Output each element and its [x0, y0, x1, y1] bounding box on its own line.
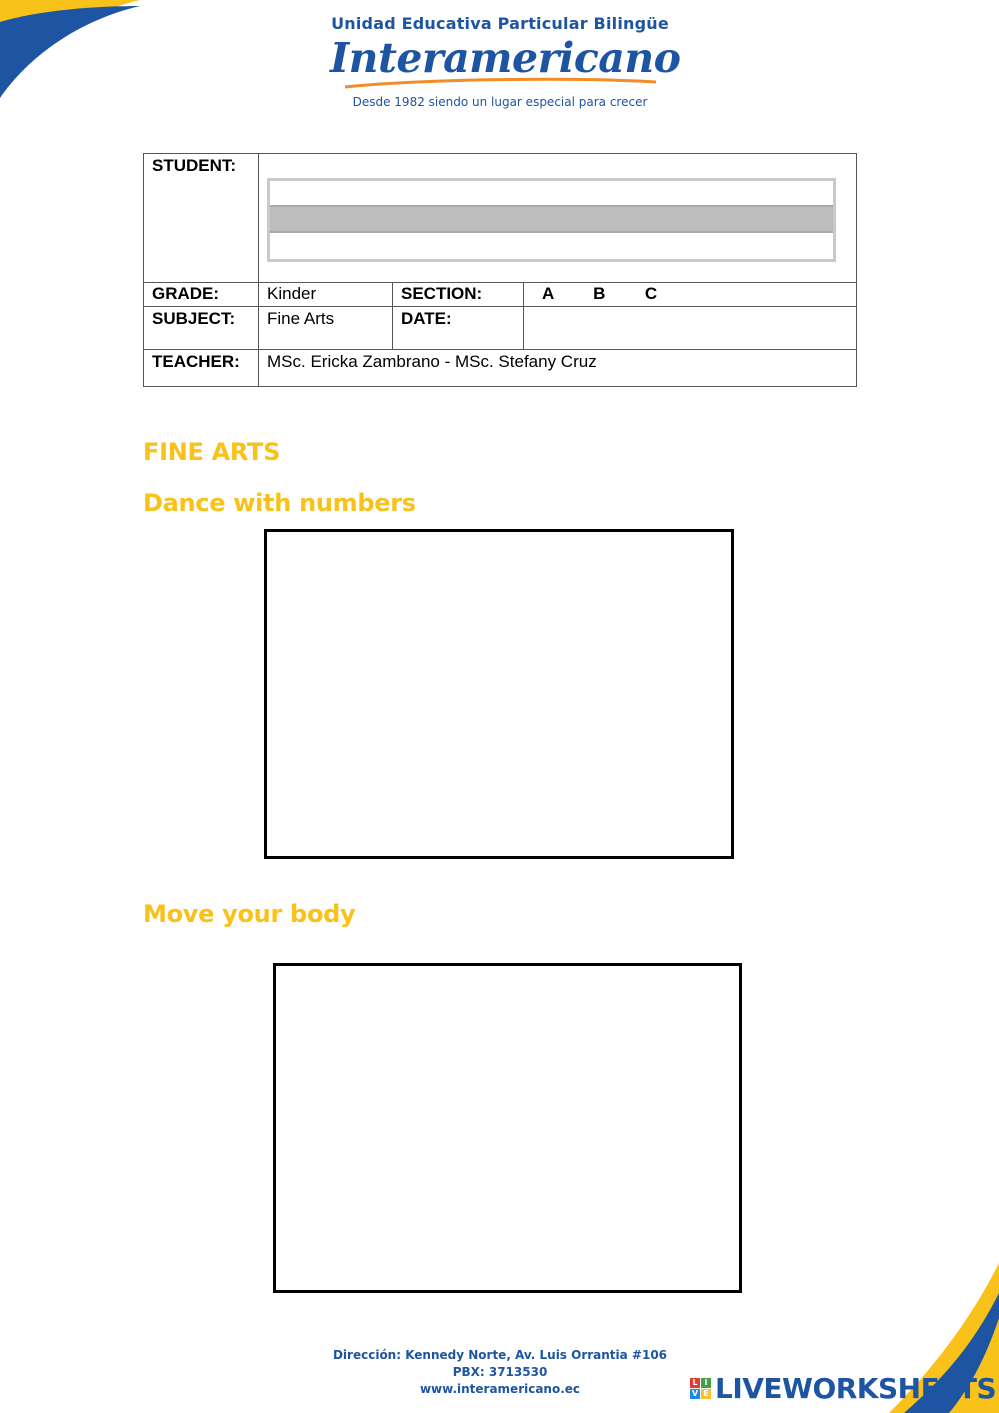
school-logo-wordmark: Interamericano — [330, 34, 681, 82]
teacher-label: TEACHER: — [144, 350, 259, 387]
school-footer — [320, 1347, 680, 1398]
section-option-a[interactable]: A — [542, 284, 554, 303]
student-name-field[interactable] — [267, 178, 836, 262]
section-options[interactable] — [524, 283, 857, 307]
activity-2-title: Move your body — [143, 900, 356, 928]
main-title: FINE ARTS — [143, 438, 281, 466]
liveworksheets-watermark — [690, 1372, 996, 1405]
section-label: SECTION: — [393, 283, 524, 307]
date-label: DATE: — [393, 307, 524, 350]
liveworksheets-logo-icon: L I V E — [690, 1378, 711, 1399]
activity-1-title: Dance with numbers — [143, 489, 416, 517]
teacher-value: MSc. Ericka Zambrano - MSc. Stefany Cruz — [259, 350, 857, 387]
footer-address: Dirección: Kennedy Norte, Av. Luis Orrantia #106 — [332, 1348, 668, 1362]
grade-label: GRADE: — [144, 283, 259, 307]
corner-decoration-top-left — [0, 0, 150, 110]
footer-phone: PBX: 3713530 — [452, 1365, 548, 1379]
liveworksheets-text: LIVEWORKSHEETS — [715, 1372, 997, 1405]
footer-website: www.interamericano.ec — [419, 1382, 581, 1396]
student-label: STUDENT: — [144, 154, 259, 283]
date-field[interactable] — [524, 307, 857, 350]
grade-value: Kinder — [259, 283, 393, 307]
section-option-c[interactable]: C — [644, 284, 658, 303]
student-name-cell — [259, 154, 857, 283]
school-tagline: Desde 1982 siendo un lugar especial para crecer — [352, 95, 648, 109]
activity-2-frame[interactable] — [273, 963, 742, 1293]
subject-value: Fine Arts — [259, 307, 393, 350]
section-option-b[interactable]: B — [593, 284, 606, 303]
activity-1-frame[interactable] — [264, 529, 734, 859]
student-info-table — [143, 153, 857, 387]
school-header — [330, 14, 681, 109]
subject-label: SUBJECT: — [144, 307, 259, 350]
school-name: Unidad Educativa Particular Bilingüe — [331, 14, 669, 33]
